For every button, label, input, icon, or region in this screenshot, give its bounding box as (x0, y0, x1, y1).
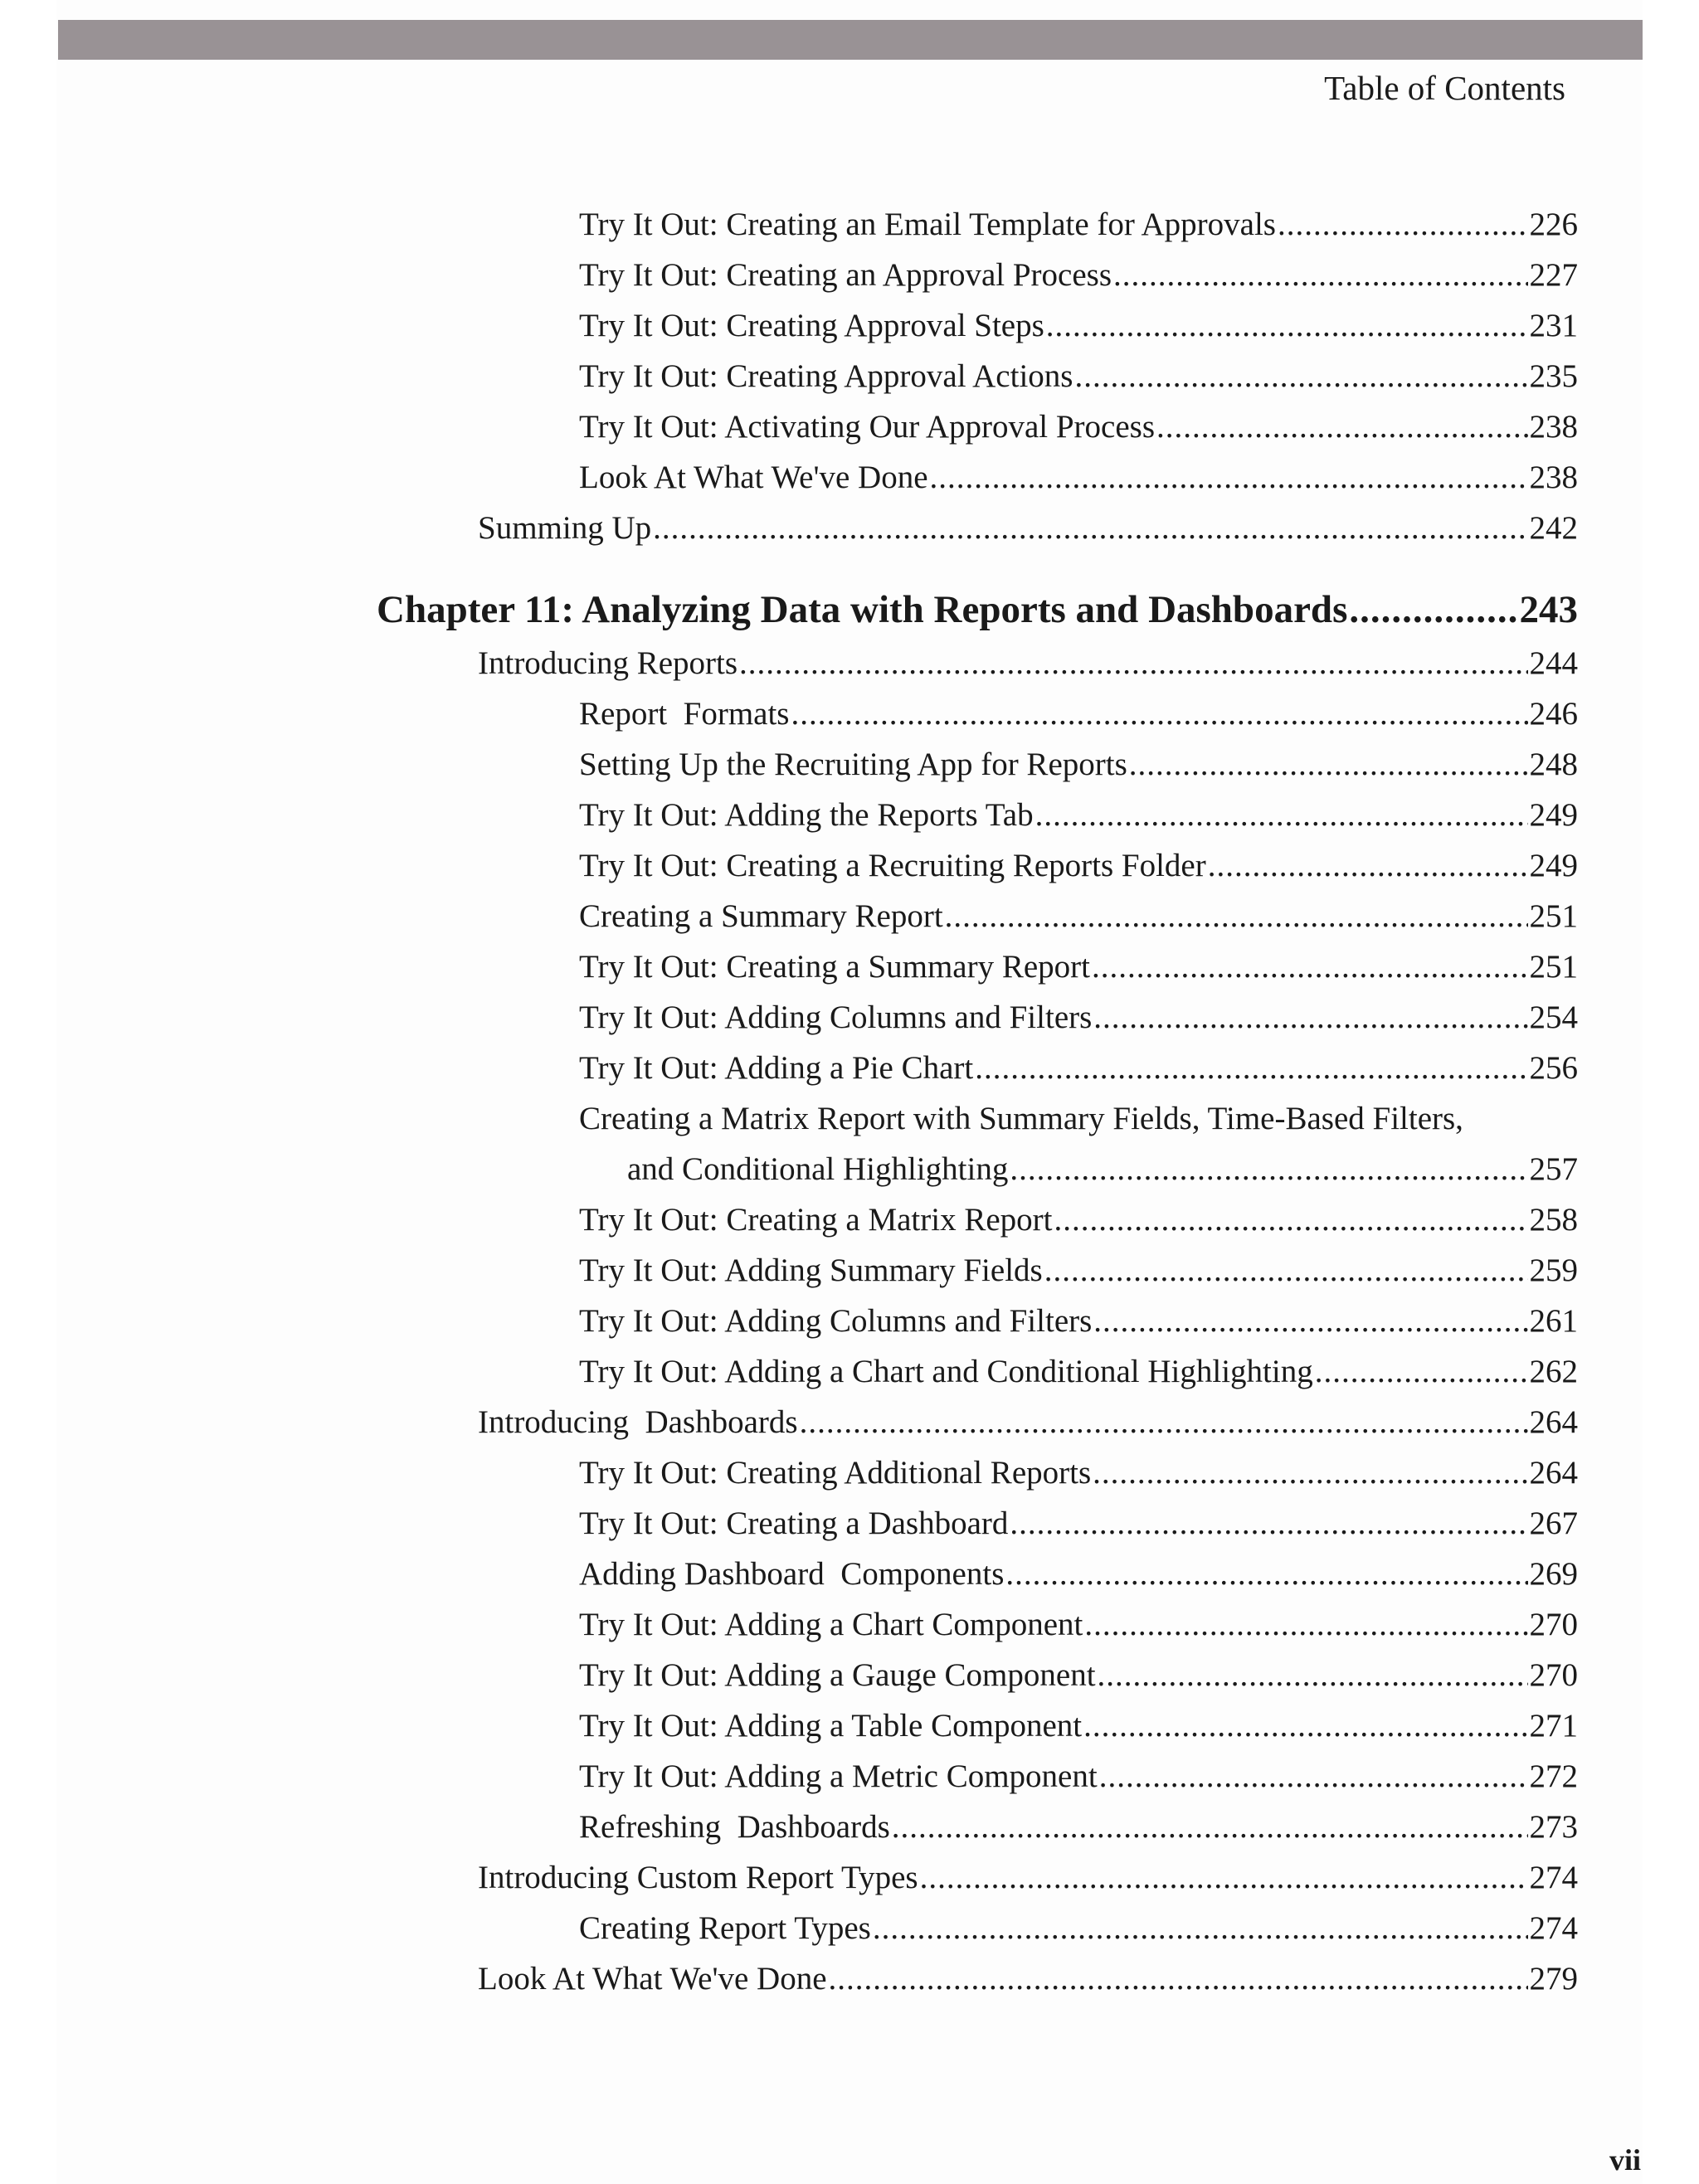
toc-entry[interactable] (478, 1954, 1578, 2004)
toc-entry-label: Introducing Dashboards (478, 1404, 798, 1440)
toc-entry[interactable] (579, 352, 1578, 401)
toc-entry[interactable] (579, 200, 1578, 250)
dot-leader (1129, 740, 1528, 790)
toc-entry-page: 249 (1529, 797, 1578, 833)
toc-entry-page: 261 (1529, 1303, 1578, 1339)
dot-leader (1005, 1549, 1527, 1599)
toc-entry-label: Creating a Summary Report (579, 898, 943, 934)
toc-entry-page: 256 (1529, 1050, 1578, 1086)
dot-leader (1278, 200, 1528, 250)
toc-entry[interactable] (579, 993, 1578, 1043)
toc-entry-label: Try It Out: Adding Columns and Filters (579, 1303, 1093, 1339)
dot-leader (930, 453, 1528, 503)
toc-entry-page: 244 (1529, 645, 1578, 681)
toc-entry[interactable] (579, 1600, 1578, 1650)
dot-leader (1046, 301, 1528, 351)
toc-entry-first-line[interactable]: Creating a Matrix Report with Summary Fields, Time-Based Filters, (579, 1101, 1463, 1136)
dot-leader (1083, 1701, 1527, 1751)
toc-entry[interactable] (579, 1701, 1578, 1751)
toc-entry-label: Try It Out: Adding a Table Component (579, 1708, 1083, 1744)
dot-leader (975, 1043, 1527, 1093)
dot-leader (1093, 1448, 1527, 1498)
dot-leader (1098, 1651, 1528, 1700)
toc-entry-page: 249 (1529, 848, 1578, 883)
toc-entry-label: Try It Out: Adding a Metric Component (579, 1758, 1098, 1794)
toc-entry[interactable] (579, 251, 1578, 300)
toc-entry[interactable] (579, 1499, 1578, 1549)
chapter-page: 243 (1519, 588, 1578, 631)
toc-entry-label: Try It Out: Creating a Matrix Report (579, 1202, 1053, 1238)
toc-entry-page: 272 (1529, 1758, 1578, 1794)
toc-entry-page: 238 (1529, 409, 1578, 445)
toc-entry[interactable] (627, 1145, 1578, 1194)
toc-entry-label: Introducing Custom Report Types (478, 1860, 918, 1895)
toc-entry-page: 267 (1529, 1505, 1578, 1541)
toc-entry-label: Try It Out: Creating Additional Reports (579, 1455, 1092, 1491)
toc-entry-label: Summing Up (478, 510, 652, 546)
toc-entry[interactable] (579, 453, 1578, 503)
toc-entry-label: Try It Out: Adding Columns and Filters (579, 1000, 1093, 1035)
toc-entry-page: 248 (1529, 747, 1578, 782)
running-head: Table of Contents (1324, 69, 1565, 107)
toc-entry-page: 246 (1529, 696, 1578, 732)
toc-entry[interactable] (579, 1195, 1578, 1245)
dot-leader (1113, 251, 1528, 300)
toc-entry-label: Try It Out: Creating a Recruiting Reports Folder (579, 848, 1206, 883)
toc-entry-label: Look At What We've Done (478, 1961, 827, 1997)
toc-entry-page: 274 (1529, 1910, 1578, 1946)
toc-entry-label: Try It Out: Adding a Chart and Conditional Highlighting (579, 1354, 1313, 1389)
dot-leader (1084, 1600, 1527, 1650)
toc-entry-page: 251 (1529, 898, 1578, 934)
toc-entry-label: Try It Out: Adding a Pie Chart (579, 1050, 974, 1086)
toc-entry-label: and Conditional Highlighting (627, 1151, 1009, 1187)
toc-entry-page: 264 (1529, 1404, 1578, 1440)
dot-leader (892, 1802, 1528, 1852)
toc-entry-label: Setting Up the Recruiting App for Reports (579, 747, 1127, 782)
toc-entry-page: 242 (1529, 510, 1578, 546)
toc-entry-label: Introducing Reports (478, 645, 738, 681)
dot-leader (945, 892, 1528, 941)
toc-entry[interactable] (579, 1347, 1578, 1397)
toc-entry-label: Try It Out: Creating an Email Template for Approvals (579, 207, 1276, 242)
dot-leader (1156, 402, 1527, 452)
toc-entry-label: Try It Out: Adding a Chart Component (579, 1607, 1083, 1642)
dot-leader (873, 1904, 1528, 1953)
toc-entry[interactable] (579, 1296, 1578, 1346)
toc-entry-label: Try It Out: Creating a Summary Report (579, 949, 1091, 985)
toc-entry-page: 238 (1529, 460, 1578, 495)
toc-entry-page: 257 (1529, 1151, 1578, 1187)
toc-entry-page: 251 (1529, 949, 1578, 985)
toc-entry-page: 271 (1529, 1708, 1578, 1744)
dot-leader (653, 503, 1527, 553)
toc-entry-page: 264 (1529, 1455, 1578, 1491)
toc-entry[interactable] (579, 1448, 1578, 1498)
page-number: vii (1609, 2143, 1641, 2177)
dot-leader (920, 1853, 1528, 1903)
toc-entry-page: 270 (1529, 1607, 1578, 1642)
toc-entry-label: Try It Out: Adding the Reports Tab (579, 797, 1034, 833)
toc-entry-label: Try It Out: Creating an Approval Process (579, 257, 1112, 293)
chapter-heading[interactable] (377, 581, 1578, 639)
dot-leader (1010, 1145, 1527, 1194)
toc-entry[interactable] (579, 689, 1578, 739)
dot-leader (1093, 1296, 1527, 1346)
toc-entry-page: 262 (1529, 1354, 1578, 1389)
dot-leader (1099, 1752, 1528, 1802)
dot-leader (739, 639, 1527, 688)
toc-entry-label: Refreshing Dashboards (579, 1809, 890, 1845)
toc-entry[interactable] (478, 639, 1578, 688)
toc-entry-label: Try It Out: Creating Approval Steps (579, 308, 1044, 343)
toc-entry-page: 273 (1529, 1809, 1578, 1845)
chapter-title: Chapter 11: Analyzing Data with Reports and Dashboards (377, 588, 1348, 631)
toc-entry[interactable] (579, 1549, 1578, 1599)
dot-leader (1349, 581, 1517, 639)
dot-leader (1092, 942, 1527, 992)
dot-leader (1035, 790, 1528, 840)
toc-entry-page: 269 (1529, 1556, 1578, 1592)
dot-leader (1054, 1195, 1528, 1245)
toc-entry-label: Try It Out: Creating Approval Actions (579, 358, 1073, 394)
toc-entry-label: Try It Out: Activating Our Approval Process (579, 409, 1156, 445)
dot-leader (1044, 1246, 1528, 1296)
toc-entry[interactable] (478, 503, 1578, 553)
toc-entry[interactable] (579, 301, 1578, 351)
toc-entry-page: 231 (1529, 308, 1578, 343)
toc-entry[interactable] (579, 790, 1578, 840)
toc-entry-page: 227 (1529, 257, 1578, 293)
toc-entry[interactable] (579, 942, 1578, 992)
dot-leader (829, 1954, 1528, 2004)
toc-entry-label: Report Formats (579, 696, 790, 732)
toc-entry-page: 279 (1529, 1961, 1578, 1997)
toc-entry-page: 235 (1529, 358, 1578, 394)
toc-entry-page: 270 (1529, 1657, 1578, 1693)
dot-leader (791, 689, 1527, 739)
toc-entry-label: Try It Out: Adding a Gauge Component (579, 1657, 1096, 1693)
dot-leader (1093, 993, 1527, 1043)
toc-entry-label: Creating Report Types (579, 1910, 871, 1946)
toc-entry-label: Look At What We've Done (579, 460, 928, 495)
toc-entry[interactable] (579, 740, 1578, 790)
toc-entry-label: Adding Dashboard Components (579, 1556, 1005, 1592)
toc-entry-label: Try It Out: Creating a Dashboard (579, 1505, 1009, 1541)
toc-entry[interactable] (579, 1246, 1578, 1296)
dot-leader (800, 1398, 1528, 1447)
toc-entry[interactable] (579, 841, 1578, 891)
toc-entry-page: 226 (1529, 207, 1578, 242)
toc-entry[interactable] (579, 1802, 1578, 1852)
toc-entry[interactable] (478, 1398, 1578, 1447)
toc-entry-page: 259 (1529, 1253, 1578, 1288)
dot-leader (1208, 841, 1528, 891)
dot-leader (1010, 1499, 1527, 1549)
toc-entry[interactable] (579, 1043, 1578, 1093)
dot-leader (1315, 1347, 1528, 1397)
toc-entry[interactable] (579, 1752, 1578, 1802)
toc-entry-page: 254 (1529, 1000, 1578, 1035)
dot-leader (1074, 352, 1527, 401)
toc-entry[interactable] (579, 1651, 1578, 1700)
toc-entry[interactable] (478, 1853, 1578, 1903)
toc-entry-page: 258 (1529, 1202, 1578, 1238)
toc-entry[interactable] (579, 402, 1578, 452)
toc-entry[interactable] (579, 1904, 1578, 1953)
toc-entry-label: Try It Out: Adding Summary Fields (579, 1253, 1043, 1288)
toc-entry[interactable] (579, 892, 1578, 941)
toc-entry-page: 274 (1529, 1860, 1578, 1895)
